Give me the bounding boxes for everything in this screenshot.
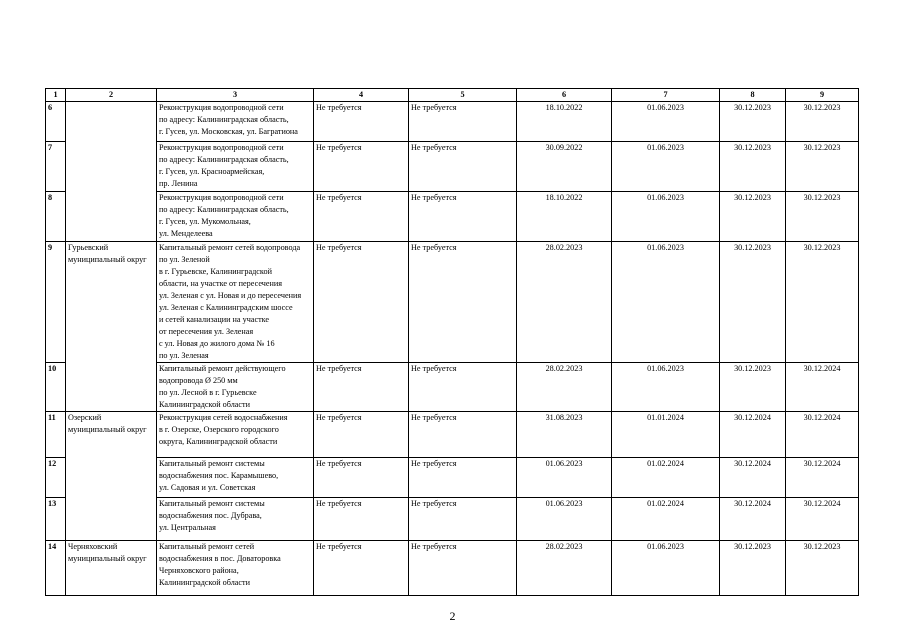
date-cell: 01.06.2023	[612, 242, 720, 363]
row-number-cell: 7	[46, 142, 66, 192]
district-cell: Гурьевский муниципальный округ	[66, 242, 157, 412]
table-row	[46, 242, 859, 363]
date-cell: 30.12.2023	[720, 102, 786, 142]
date-cell: 30.12.2024	[720, 412, 786, 458]
date-cell: 30.12.2023	[720, 242, 786, 363]
permit-cell: Не требуется	[409, 498, 517, 541]
date-cell: 30.12.2024	[786, 498, 859, 541]
date-cell: 30.12.2023	[720, 541, 786, 596]
permit-cell: Не требуется	[409, 412, 517, 458]
table-row	[46, 363, 859, 412]
date-cell: 30.12.2023	[720, 192, 786, 242]
header-cell: 4	[314, 89, 409, 102]
expertise-cell: Не требуется	[314, 242, 409, 363]
row-number-cell: 10	[46, 363, 66, 412]
project-cell: Капитальный ремонт действующего водопровода Ø 250 мм по ул. Лесной в г. Гурьевске Калининградской области	[157, 363, 314, 412]
project-cell: Реконструкция водопроводной сети по адресу: Калининградская область, г. Гусев, ул. Московская, ул. Багратиона	[157, 102, 314, 142]
header-cell: 3	[157, 89, 314, 102]
row-number-cell: 13	[46, 498, 66, 541]
header-cell: 8	[720, 89, 786, 102]
row-number-cell: 8	[46, 192, 66, 242]
district-cell: Черняховский муниципальный округ	[66, 541, 157, 596]
expertise-cell: Не требуется	[314, 498, 409, 541]
date-cell: 30.12.2024	[786, 458, 859, 498]
date-cell: 30.09.2022	[517, 142, 612, 192]
permit-cell: Не требуется	[409, 363, 517, 412]
table-row	[46, 192, 859, 242]
date-cell: 01.02.2024	[612, 498, 720, 541]
date-cell: 30.12.2023	[786, 102, 859, 142]
project-cell: Капитальный ремонт системы водоснабжения пос. Дубрава, ул. Центральная	[157, 498, 314, 541]
date-cell: 01.06.2023	[612, 192, 720, 242]
header-cell: 1	[46, 89, 66, 102]
expertise-cell: Не требуется	[314, 541, 409, 596]
expertise-cell: Не требуется	[314, 363, 409, 412]
date-cell: 18.10.2022	[517, 102, 612, 142]
table-row	[46, 412, 859, 458]
table-row	[46, 142, 859, 192]
page-number: 2	[449, 609, 456, 623]
project-cell: Капитальный ремонт сетей водоснабжения в пос. Доваторовка Черняховского района, Калининградской области	[157, 541, 314, 596]
project-cell: Реконструкция водопроводной сети по адресу: Калининградская область, г. Гусев, ул. Мукомольная, ул. Менделеева	[157, 192, 314, 242]
date-cell: 30.12.2024	[720, 498, 786, 541]
expertise-cell: Не требуется	[314, 142, 409, 192]
date-cell: 28.02.2023	[517, 541, 612, 596]
row-number-cell: 14	[46, 541, 66, 596]
table-row	[46, 541, 859, 596]
date-cell: 01.01.2024	[612, 412, 720, 458]
header-cell: 5	[409, 89, 517, 102]
date-cell: 30.12.2024	[720, 458, 786, 498]
date-cell: 30.12.2023	[720, 142, 786, 192]
expertise-cell: Не требуется	[314, 192, 409, 242]
date-cell: 28.02.2023	[517, 363, 612, 412]
row-number-cell: 6	[46, 102, 66, 142]
date-cell: 30.12.2023	[786, 142, 859, 192]
row-number-cell: 12	[46, 458, 66, 498]
row-number-cell: 9	[46, 242, 66, 363]
expertise-cell: Не требуется	[314, 102, 409, 142]
data-table	[45, 88, 859, 596]
date-cell: 18.10.2022	[517, 192, 612, 242]
date-cell: 28.02.2023	[517, 242, 612, 363]
header-cell: 7	[612, 89, 720, 102]
date-cell: 01.06.2023	[517, 498, 612, 541]
table-row	[46, 498, 859, 541]
date-cell: 01.06.2023	[612, 541, 720, 596]
header-cell: 6	[517, 89, 612, 102]
header-cell: 9	[786, 89, 859, 102]
project-cell: Реконструкция сетей водоснабжения в г. Озерске, Озерского городского округа, Калининградской области	[157, 412, 314, 458]
header-row	[46, 89, 859, 102]
date-cell: 01.02.2024	[612, 458, 720, 498]
date-cell: 30.12.2023	[786, 242, 859, 363]
date-cell: 30.12.2023	[786, 192, 859, 242]
permit-cell: Не требуется	[409, 102, 517, 142]
date-cell: 30.12.2024	[786, 412, 859, 458]
permit-cell: Не требуется	[409, 142, 517, 192]
header-cell: 2	[66, 89, 157, 102]
project-cell: Капитальный ремонт системы водоснабжения пос. Карамышево, ул. Садовая и ул. Советская	[157, 458, 314, 498]
permit-cell: Не требуется	[409, 458, 517, 498]
permit-cell: Не требуется	[409, 242, 517, 363]
district-cell	[66, 102, 157, 242]
permit-cell: Не требуется	[409, 541, 517, 596]
expertise-cell: Не требуется	[314, 458, 409, 498]
date-cell: 01.06.2023	[517, 458, 612, 498]
date-cell: 30.12.2023	[786, 541, 859, 596]
expertise-cell: Не требуется	[314, 412, 409, 458]
date-cell: 01.06.2023	[612, 102, 720, 142]
date-cell: 31.08.2023	[517, 412, 612, 458]
district-cell: Озерский муниципальный округ	[66, 412, 157, 541]
date-cell: 01.06.2023	[612, 142, 720, 192]
date-cell: 01.06.2023	[612, 363, 720, 412]
row-number-cell: 11	[46, 412, 66, 458]
project-cell: Капитальный ремонт сетей водопровода по ул. Зеленой в г. Гурьевске, Калининградской области, на участке от пересечения ул. Зеленая с ул. Новая и до пересечения ул. Зеленая с Калининградским шоссе и сетей канализации на участке от пересечения ул. Зеленая с ул. Новая до жилого дома № 16 по ул. Зеленая	[157, 242, 314, 363]
project-cell: Реконструкция водопроводной сети по адресу: Калининградская область, г. Гусев, ул. Красноармейская, пр. Ленина	[157, 142, 314, 192]
table-row	[46, 102, 859, 142]
permit-cell: Не требуется	[409, 192, 517, 242]
table-row	[46, 458, 859, 498]
date-cell: 30.12.2023	[720, 363, 786, 412]
date-cell: 30.12.2024	[786, 363, 859, 412]
